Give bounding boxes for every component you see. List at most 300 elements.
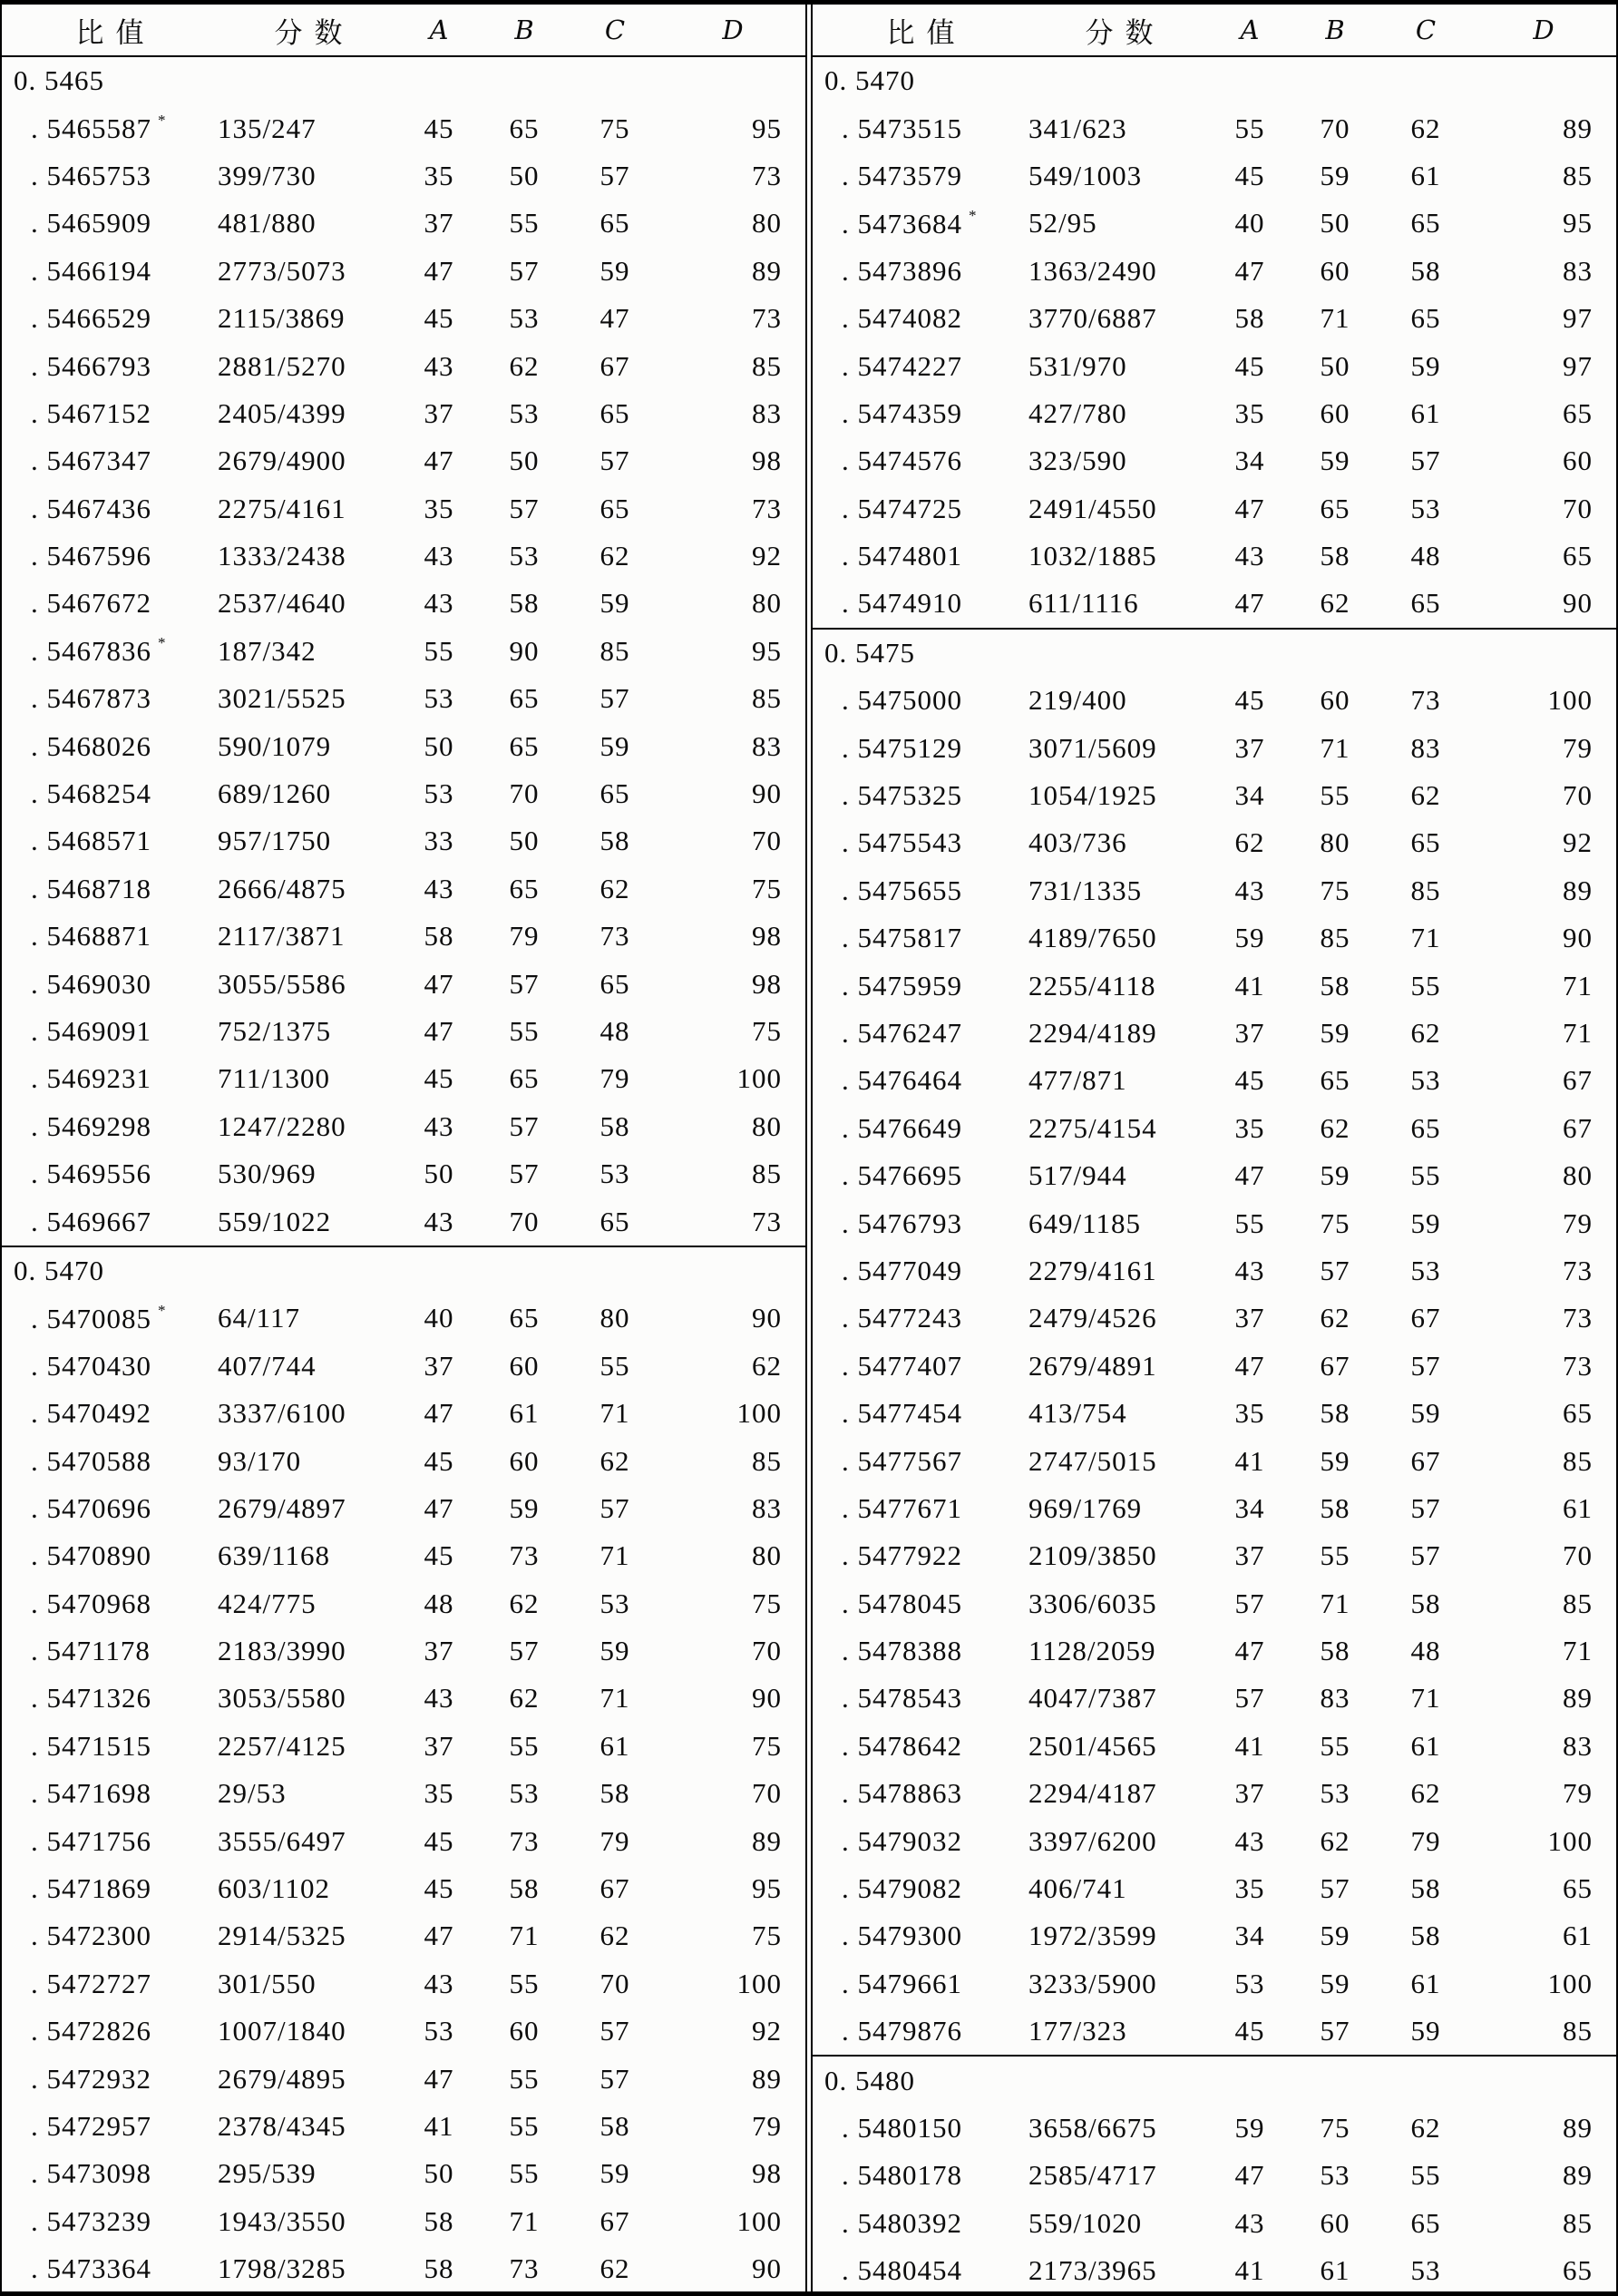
score-d-cell: 70 — [1563, 492, 1593, 524]
score-c-cell: 55 — [1410, 1159, 1441, 1192]
table-row — [813, 2200, 1616, 2247]
score-b-cell: 73 — [509, 1824, 540, 1857]
ratio-value: . 5471326 — [31, 1682, 151, 1715]
score-b-cell: 62 — [1320, 1302, 1350, 1334]
score-c-cell: 65 — [599, 492, 630, 524]
table-row — [2, 1675, 805, 1722]
score-d-cell: 85 — [1563, 2206, 1593, 2239]
ratio-value: . 5474725 — [842, 492, 962, 524]
ratio-value: . 5465753 — [31, 159, 151, 191]
score-d-cell: 70 — [1563, 1539, 1593, 1572]
score-a-cell: 43 — [1234, 1254, 1265, 1286]
table-row — [813, 962, 1616, 1009]
score-b-cell: 53 — [509, 396, 540, 429]
ratio-value: . 5470588 — [31, 1444, 151, 1477]
score-b-cell: 55 — [509, 1967, 540, 1999]
table-row — [813, 1627, 1616, 1675]
score-a-cell: 47 — [1234, 1349, 1265, 1382]
score-c-cell: 65 — [1410, 587, 1441, 620]
table-row — [2, 1532, 805, 1579]
score-d-cell: 73 — [752, 159, 782, 191]
fraction-cell: 4189/7650 — [1028, 922, 1157, 954]
score-a-cell: 33 — [424, 825, 454, 857]
ratio-value: . 5477049 — [842, 1254, 962, 1286]
ratio-value: . 5469231 — [31, 1062, 151, 1095]
score-a-cell: 34 — [1234, 1491, 1265, 1524]
ratio-value: . 5468718 — [31, 872, 151, 904]
fraction-cell: 2773/5073 — [218, 254, 346, 287]
score-c-cell: 57 — [599, 445, 630, 477]
table-row — [813, 1295, 1616, 1342]
ratio-value: . 5467436 — [31, 492, 151, 524]
score-b-cell: 62 — [509, 1587, 540, 1619]
score-b-cell: 55 — [509, 2062, 540, 2095]
score-c-cell: 53 — [599, 1587, 630, 1619]
score-a-cell: 50 — [424, 729, 454, 762]
score-c-cell: 53 — [599, 1158, 630, 1190]
score-d-cell: 90 — [752, 1302, 782, 1334]
ratio-value: . 5477243 — [842, 1302, 962, 1334]
ratio-cell — [813, 684, 1028, 717]
score-b-cell: 79 — [509, 920, 540, 953]
ratio-cell — [813, 874, 1028, 907]
score-a-cell: 43 — [1234, 1824, 1265, 1857]
ratio-value: . 5474576 — [842, 445, 962, 477]
table-row — [2, 1770, 805, 1817]
ratio-value: . 5478863 — [842, 1777, 962, 1810]
score-b-cell: 59 — [509, 1491, 540, 1524]
ratio-cell — [2, 682, 218, 715]
fraction-cell: 93/170 — [218, 1444, 302, 1477]
score-b-cell: 60 — [509, 1349, 540, 1382]
score-b-cell: 58 — [1320, 540, 1350, 572]
score-d-cell: 95 — [752, 112, 782, 144]
ratio-cell — [813, 2159, 1028, 2192]
score-d-cell: 80 — [752, 1539, 782, 1572]
ratio-cell — [2, 968, 218, 1001]
fraction-cell: 603/1102 — [218, 1872, 330, 1905]
score-b-cell: 59 — [1320, 1920, 1350, 1952]
score-b-cell: 59 — [1320, 1967, 1350, 1999]
score-a-cell: 45 — [424, 1824, 454, 1857]
score-d-cell: 100 — [736, 1397, 782, 1430]
score-a-cell: 35 — [1234, 1111, 1265, 1144]
score-c-cell: 71 — [1410, 1682, 1441, 1715]
table-row — [2, 770, 805, 817]
score-d-cell: 83 — [1563, 1729, 1593, 1762]
ratio-cell — [813, 1968, 1028, 2000]
score-d-cell: 100 — [736, 1062, 782, 1095]
score-d-cell: 89 — [752, 1824, 782, 1857]
score-a-cell: 43 — [424, 540, 454, 572]
score-d-cell: 83 — [752, 1491, 782, 1524]
score-a-cell: 34 — [1234, 445, 1265, 477]
ratio-value: . 5472826 — [31, 2015, 151, 2047]
score-a-cell: 40 — [424, 1302, 454, 1334]
score-d-cell: 73 — [752, 492, 782, 524]
fraction-cell: 530/969 — [218, 1158, 317, 1190]
table-row — [813, 819, 1616, 866]
fraction-cell: 424/775 — [218, 1587, 317, 1619]
fraction-cell: 406/741 — [1028, 1872, 1127, 1905]
ratio-value: . 5468871 — [31, 920, 151, 953]
score-d-cell: 62 — [752, 1349, 782, 1382]
ratio-cell — [2, 1968, 218, 2000]
score-c-cell: 65 — [599, 396, 630, 429]
table-row — [2, 2198, 805, 2245]
score-c-cell: 73 — [599, 920, 630, 953]
ratio-value: . 5475325 — [842, 779, 962, 812]
fraction-cell: 2294/4187 — [1028, 1777, 1157, 1810]
table-row — [2, 1723, 805, 1770]
score-b-cell: 65 — [1320, 492, 1350, 524]
score-b-cell: 57 — [509, 492, 540, 524]
ratio-value: . 5473098 — [31, 2157, 151, 2190]
score-a-cell: 55 — [1234, 1207, 1265, 1239]
ratio-value: . 5474359 — [842, 396, 962, 429]
score-b-cell: 58 — [509, 1872, 540, 1905]
ratio-cell — [2, 1302, 218, 1335]
ratio-cell — [813, 1588, 1028, 1620]
fraction-cell: 3071/5609 — [1028, 731, 1157, 764]
table-row — [813, 1817, 1616, 1864]
score-c-cell: 80 — [599, 1302, 630, 1334]
table-row — [2, 865, 805, 913]
score-a-cell: 45 — [1234, 1064, 1265, 1097]
ratio-value: . 5470696 — [31, 1491, 151, 1524]
score-c-cell: 55 — [1410, 2159, 1441, 2192]
table-row — [813, 532, 1616, 580]
score-a-cell: 47 — [424, 2062, 454, 2095]
fraction-cell: 752/1375 — [218, 1015, 332, 1047]
score-c-cell: 61 — [1410, 159, 1441, 191]
right-table-header — [813, 5, 1616, 57]
ratio-value: . 5477567 — [842, 1444, 962, 1477]
score-a-cell: 37 — [424, 396, 454, 429]
score-d-cell: 60 — [1563, 445, 1593, 477]
ratio-value: . 5476793 — [842, 1207, 962, 1239]
score-a-cell: 48 — [424, 1587, 454, 1619]
ratio-cell — [2, 1682, 218, 1715]
score-c-cell: 65 — [1410, 2206, 1441, 2239]
ratio-value: . 5473364 — [31, 2252, 151, 2285]
score-a-cell: 55 — [424, 634, 454, 667]
score-c-cell: 79 — [599, 1062, 630, 1095]
score-d-cell: 85 — [1563, 159, 1593, 191]
ratio-cell — [813, 445, 1028, 477]
score-d-cell: 90 — [752, 777, 782, 810]
ratio-value: . 5465587 — [31, 112, 151, 145]
ratio-cell — [2, 1158, 218, 1190]
ratio-cell — [813, 1825, 1028, 1858]
fraction-cell: 1972/3599 — [1028, 1920, 1157, 1952]
score-b-cell: 57 — [509, 967, 540, 1000]
score-d-cell: 80 — [752, 1109, 782, 1142]
score-b-cell: 75 — [1320, 1207, 1350, 1239]
score-d-cell: 71 — [1563, 1635, 1593, 1667]
score-d-cell: 73 — [1563, 1349, 1593, 1382]
score-b-cell: 57 — [1320, 1872, 1350, 1905]
score-b-cell: 59 — [1320, 1017, 1350, 1049]
score-b-cell: 53 — [509, 1777, 540, 1810]
fraction-cell: 2257/4125 — [218, 1729, 346, 1762]
score-c-cell: 61 — [1410, 1729, 1441, 1762]
score-c-cell: 59 — [599, 254, 630, 287]
score-b-cell: 75 — [1320, 874, 1350, 906]
score-d-cell: 65 — [1563, 2254, 1593, 2287]
ratio-cell — [2, 1492, 218, 1525]
fraction-cell: 407/744 — [218, 1349, 317, 1382]
score-d-cell: 80 — [752, 207, 782, 239]
ratio-value: . 5476247 — [842, 1017, 962, 1049]
left-table-header — [2, 5, 805, 57]
score-b-cell: 60 — [509, 1444, 540, 1477]
ratio-cell — [2, 920, 218, 953]
score-d-cell: 90 — [752, 2252, 782, 2285]
score-d-cell: 67 — [1563, 1111, 1593, 1144]
table-row — [2, 675, 805, 722]
table-section — [2, 57, 805, 1246]
fraction-column-header: 分数 — [274, 16, 355, 49]
ratio-cell — [813, 970, 1028, 1002]
score-b-cell: 70 — [1320, 112, 1350, 144]
table-row — [813, 1057, 1616, 1104]
table-section — [813, 57, 1616, 628]
score-c-cell: 57 — [599, 2062, 630, 2095]
score-a-cell: 58 — [424, 2204, 454, 2237]
score-d-cell: 83 — [752, 396, 782, 429]
score-a-cell: 57 — [1234, 1682, 1265, 1715]
score-d-cell: 80 — [752, 587, 782, 620]
ratio-cell — [813, 160, 1028, 192]
score-a-cell: 37 — [424, 1349, 454, 1382]
ratio-value: . 5475129 — [842, 731, 962, 764]
ratio-value: . 5473896 — [842, 254, 962, 287]
score-a-cell: 53 — [424, 777, 454, 810]
score-c-cell: 55 — [599, 1349, 630, 1382]
score-c-cell: 65 — [1410, 302, 1441, 335]
score-a-cell: 41 — [1234, 969, 1265, 1001]
score-b-cell: 57 — [509, 1109, 540, 1142]
fraction-cell: 611/1116 — [1028, 587, 1139, 620]
table-row — [813, 390, 1616, 437]
ratio-value: . 5475543 — [842, 826, 962, 859]
score-d-cell: 65 — [1563, 396, 1593, 429]
ratio-cell — [813, 587, 1028, 620]
ratio-value: . 5478543 — [842, 1682, 962, 1715]
fraction-cell: 403/736 — [1028, 826, 1127, 859]
ratio-cell — [813, 1635, 1028, 1667]
ratio-cell — [2, 587, 218, 620]
fraction-cell: 2378/4345 — [218, 2109, 346, 2142]
table-row — [813, 1390, 1616, 1437]
fraction-cell: 219/400 — [1028, 684, 1127, 717]
asterisk-marker: * — [158, 112, 166, 130]
ratio-cell — [813, 112, 1028, 145]
score-d-cell: 89 — [1563, 2159, 1593, 2192]
table-row — [813, 1912, 1616, 1959]
score-b-cell: 60 — [1320, 684, 1350, 717]
left-table-half — [2, 5, 805, 2291]
score-c-cell: 57 — [1410, 445, 1441, 477]
score-a-cell: 59 — [1234, 922, 1265, 954]
score-d-cell: 97 — [1563, 349, 1593, 382]
score-c-cell: 62 — [599, 872, 630, 904]
score-b-cell: 53 — [509, 540, 540, 572]
score-c-cell: 65 — [1410, 207, 1441, 239]
column-a-header: A — [429, 15, 449, 45]
score-c-cell: 62 — [1410, 1777, 1441, 1810]
ratio-value: . 5476649 — [842, 1111, 962, 1144]
ratio-cell — [813, 826, 1028, 859]
score-b-cell: 62 — [1320, 1111, 1350, 1144]
table-row — [813, 2105, 1616, 2152]
table-row — [813, 1199, 1616, 1246]
score-b-cell: 53 — [1320, 1777, 1350, 1810]
score-a-cell: 37 — [424, 207, 454, 239]
fraction-cell: 2679/4900 — [218, 445, 346, 477]
fraction-cell: 1798/3285 — [218, 2252, 346, 2285]
score-c-cell: 62 — [1410, 2111, 1441, 2144]
score-a-cell: 47 — [424, 967, 454, 1000]
fraction-cell: 1363/2490 — [1028, 254, 1157, 287]
fraction-cell: 1333/2438 — [218, 540, 346, 572]
ratio-value: . 5477407 — [842, 1349, 962, 1382]
ratio-value: . 5470968 — [31, 1587, 151, 1619]
score-c-cell: 67 — [1410, 1302, 1441, 1334]
fraction-cell: 2173/3965 — [1028, 2254, 1157, 2287]
table-row — [2, 960, 805, 1007]
score-a-cell: 45 — [424, 1062, 454, 1095]
ratio-cell — [813, 1112, 1028, 1145]
score-a-cell: 43 — [424, 349, 454, 382]
score-b-cell: 67 — [1320, 1349, 1350, 1382]
score-a-cell: 41 — [424, 2109, 454, 2142]
ratio-value: . 5471178 — [31, 1635, 151, 1667]
fraction-cell: 1943/3550 — [218, 2204, 346, 2237]
table-row — [813, 1105, 1616, 1152]
score-b-cell: 71 — [509, 1920, 540, 1952]
section-label: 0. 5480 — [824, 2064, 915, 2096]
score-c-cell: 59 — [1410, 349, 1441, 382]
ratio-cell — [2, 2063, 218, 2096]
score-c-cell: 73 — [1410, 684, 1441, 717]
score-a-cell: 45 — [424, 302, 454, 335]
table-row — [2, 1960, 805, 2008]
ratio-value: . 5476695 — [842, 1159, 962, 1192]
ratio-cell — [813, 779, 1028, 812]
score-d-cell: 73 — [752, 1205, 782, 1237]
score-a-cell: 47 — [1234, 1635, 1265, 1667]
table-row — [2, 1390, 805, 1437]
table-row — [813, 1865, 1616, 1912]
score-a-cell: 58 — [424, 920, 454, 953]
score-a-cell: 43 — [424, 1682, 454, 1715]
ratio-value: . 5472932 — [31, 2062, 151, 2095]
ratio-cell — [813, 302, 1028, 335]
score-a-cell: 53 — [424, 2015, 454, 2047]
score-c-cell: 53 — [1410, 1064, 1441, 1097]
score-c-cell: 62 — [599, 2252, 630, 2285]
score-b-cell: 55 — [509, 2109, 540, 2142]
table-row — [2, 342, 805, 389]
fraction-cell: 2294/4189 — [1028, 1017, 1157, 1049]
fraction-cell: 549/1003 — [1028, 159, 1143, 191]
score-b-cell: 55 — [1320, 1729, 1350, 1762]
ratio-cell — [813, 1350, 1028, 1382]
ratio-cell — [813, 732, 1028, 765]
table-row — [2, 628, 805, 675]
ratio-cell — [2, 1920, 218, 1952]
score-b-cell: 73 — [509, 1539, 540, 1572]
fraction-cell: 2275/4161 — [218, 492, 346, 524]
score-b-cell: 55 — [509, 2157, 540, 2190]
score-d-cell: 100 — [1547, 1967, 1593, 1999]
table-row — [2, 913, 805, 960]
ratio-cell — [2, 1397, 218, 1430]
score-a-cell: 47 — [1234, 254, 1265, 287]
score-d-cell: 92 — [752, 540, 782, 572]
score-a-cell: 47 — [1234, 587, 1265, 620]
table-row — [2, 817, 805, 865]
ratio-cell — [813, 1159, 1028, 1192]
score-b-cell: 55 — [1320, 1539, 1350, 1572]
ratio-cell — [813, 1730, 1028, 1763]
ratio-cell — [2, 1110, 218, 1143]
score-d-cell: 71 — [1563, 969, 1593, 1001]
ratio-value: . 5471869 — [31, 1872, 151, 1905]
column-c-header: C — [604, 15, 626, 45]
score-a-cell: 47 — [1234, 1159, 1265, 1192]
score-b-cell: 70 — [509, 1205, 540, 1237]
fraction-cell: 64/117 — [218, 1302, 300, 1334]
score-d-cell: 89 — [752, 2062, 782, 2095]
table-row — [813, 1152, 1616, 1199]
score-d-cell: 79 — [1563, 1777, 1593, 1810]
fraction-cell: 3555/6497 — [218, 1824, 346, 1857]
score-d-cell: 85 — [752, 349, 782, 382]
score-c-cell: 70 — [599, 1967, 630, 1999]
score-a-cell: 47 — [424, 1920, 454, 1952]
ratio-value: . 5466529 — [31, 302, 151, 335]
score-c-cell: 58 — [599, 2109, 630, 2142]
section-label: 0. 5470 — [14, 1254, 104, 1286]
table-row — [2, 2245, 805, 2292]
score-b-cell: 58 — [1320, 1635, 1350, 1667]
fraction-cell: 517/944 — [1028, 1159, 1127, 1192]
fraction-cell: 135/247 — [218, 112, 317, 144]
ratio-value: . 5475817 — [842, 922, 962, 954]
fraction-cell: 2747/5015 — [1028, 1444, 1157, 1477]
score-b-cell: 73 — [509, 2252, 540, 2285]
table-row — [2, 248, 805, 295]
ratio-value: . 5470430 — [31, 1349, 151, 1382]
ratio-cell — [813, 1539, 1028, 1572]
score-c-cell: 59 — [599, 1635, 630, 1667]
score-c-cell: 59 — [1410, 1397, 1441, 1430]
score-d-cell: 100 — [1547, 1824, 1593, 1857]
table-row — [813, 200, 1616, 247]
score-a-cell: 45 — [1234, 159, 1265, 191]
table-row — [813, 437, 1616, 484]
ratio-cell — [813, 350, 1028, 383]
score-a-cell: 47 — [424, 1015, 454, 1047]
score-c-cell: 62 — [1410, 779, 1441, 812]
score-d-cell: 70 — [1563, 779, 1593, 812]
score-d-cell: 95 — [752, 1872, 782, 1905]
score-c-cell: 59 — [599, 2157, 630, 2190]
table-row — [813, 2008, 1616, 2055]
